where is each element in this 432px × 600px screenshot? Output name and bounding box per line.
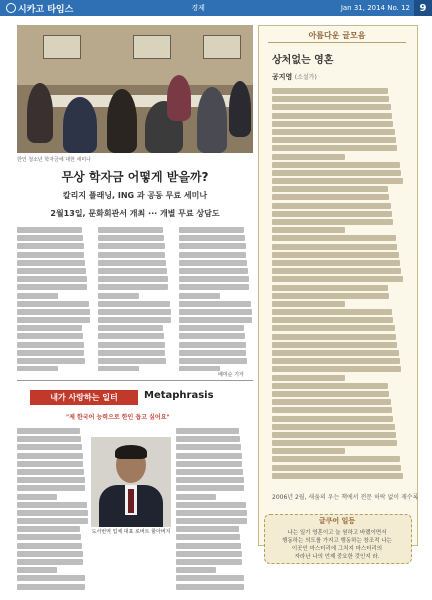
- text-line: [176, 510, 247, 516]
- photo-person: [197, 87, 227, 153]
- text-line: [98, 268, 167, 274]
- text-line: [272, 129, 395, 135]
- text-line: [17, 293, 58, 299]
- text-line: [272, 334, 396, 340]
- text-line: [176, 534, 240, 540]
- text-line: [17, 510, 88, 516]
- text-line: [272, 186, 388, 192]
- text-line: [17, 235, 83, 241]
- text-line: [176, 461, 242, 467]
- text-line: [98, 333, 164, 339]
- text-line: [98, 276, 168, 282]
- photo-screen: [203, 35, 241, 59]
- divider: [268, 42, 406, 43]
- text-line: [17, 485, 85, 491]
- text-line: [176, 567, 216, 573]
- text-line: [17, 494, 57, 500]
- text-line: [272, 211, 392, 217]
- text-line: [98, 350, 165, 356]
- text-line: [17, 502, 87, 508]
- text-line: [17, 333, 83, 339]
- portrait-tie: [128, 489, 134, 513]
- section-name: 경제: [191, 4, 205, 12]
- photo-person: [107, 89, 137, 153]
- article-column: [179, 227, 253, 371]
- text-line: [179, 243, 246, 249]
- main-subhead: 칼리지 플래닝, ING 과 공동 무료 세미나: [62, 191, 208, 200]
- main-headline: 무상 학자금 어떻게 받을까?: [61, 170, 209, 184]
- text-line: [98, 309, 171, 315]
- text-line: [179, 276, 249, 282]
- text-line: [272, 407, 392, 413]
- divider: [17, 380, 253, 381]
- article-column: [98, 227, 172, 371]
- text-line: [272, 440, 397, 446]
- newspaper-logo: [6, 2, 73, 15]
- text-line: [179, 235, 245, 241]
- text-line: [176, 453, 242, 459]
- text-line: [272, 235, 396, 241]
- portrait-photo: [91, 437, 171, 527]
- text-line: [17, 358, 85, 364]
- text-line: [98, 260, 166, 266]
- byline: 배미순 기자: [218, 372, 244, 378]
- logo-text: 시카고 타임스: [18, 4, 74, 15]
- text-line: [272, 342, 397, 348]
- section-banner: 내가 사랑하는 일터: [30, 390, 138, 405]
- quote-box-line: 행동하는 의도를 가지고 행동하는 창조적 나는: [282, 538, 392, 544]
- text-line: [17, 309, 90, 315]
- text-line: [272, 219, 393, 225]
- quote-box-title: 글쿠어 일등: [318, 517, 356, 525]
- text-line: [272, 416, 393, 422]
- text-line: [17, 526, 80, 532]
- text-line: [272, 162, 400, 168]
- text-line: [98, 235, 164, 241]
- text-line: [272, 137, 396, 143]
- photo-person: [229, 81, 251, 137]
- text-line: [272, 88, 388, 94]
- quote-box-line: 자라난 나의 언제 중요한 것인지 라.: [294, 554, 380, 560]
- text-line: [17, 276, 87, 282]
- text-line: [17, 301, 89, 307]
- photo-person: [167, 75, 191, 121]
- text-line: [17, 342, 84, 348]
- text-line: [272, 170, 401, 176]
- text-line: [272, 325, 395, 331]
- text-line: [179, 350, 246, 356]
- text-line: [272, 391, 389, 397]
- text-line: [17, 461, 83, 467]
- text-line: [272, 424, 395, 430]
- text-line: [272, 104, 391, 110]
- text-line: [98, 325, 163, 331]
- text-line: [98, 243, 165, 249]
- sidebar-source-note: 2006년 2월, 새움의 우는 책에서 전문 허락 없이 재수록: [272, 494, 419, 501]
- text-line: [17, 584, 85, 590]
- text-line: [272, 194, 389, 200]
- sidebar-author: [272, 72, 317, 82]
- text-line: [98, 252, 165, 258]
- text-line: [17, 559, 83, 565]
- text-line: [98, 366, 139, 371]
- text-line: [176, 543, 241, 549]
- author-name: 공지영: [272, 73, 293, 81]
- text-line: [17, 227, 82, 233]
- text-line: [179, 325, 244, 331]
- text-line: [179, 309, 252, 315]
- text-line: [272, 375, 345, 381]
- logo-icon: [6, 3, 16, 13]
- text-line: [272, 473, 403, 479]
- text-line: [17, 243, 84, 249]
- text-line: [179, 317, 252, 323]
- text-line: [272, 456, 400, 462]
- text-line: [176, 444, 241, 450]
- text-line: [179, 358, 247, 364]
- text-line: [176, 518, 247, 524]
- text-line: [17, 477, 85, 483]
- text-line: [17, 268, 86, 274]
- bottom-subtitle: "제 한국어 능력으로 한인 돕고 싶어요": [66, 414, 170, 421]
- text-line: [272, 383, 388, 389]
- seminar-photo: [17, 25, 253, 153]
- text-line: [272, 227, 345, 233]
- sidebar-section-title: 아름다운 글모음: [308, 31, 366, 40]
- sidebar-body: [272, 88, 404, 483]
- photo-person: [27, 83, 53, 143]
- text-line: [17, 453, 83, 459]
- photo-person: [63, 97, 97, 153]
- article-column: [176, 428, 248, 593]
- text-line: [272, 309, 392, 315]
- text-line: [176, 584, 244, 590]
- author-role: (소설가): [294, 74, 317, 81]
- text-line: [179, 333, 245, 339]
- text-line: [176, 551, 242, 557]
- text-line: [17, 518, 88, 524]
- text-line: [272, 276, 403, 282]
- text-line: [179, 293, 220, 299]
- text-line: [179, 252, 246, 258]
- text-line: [17, 350, 84, 356]
- text-line: [176, 436, 240, 442]
- text-line: [98, 284, 168, 290]
- text-line: [176, 559, 242, 565]
- text-line: [98, 317, 171, 323]
- text-line: [98, 358, 166, 364]
- text-line: [272, 301, 345, 307]
- text-line: [176, 469, 243, 475]
- photo-caption: 한인 청소년 학자금에 대한 세미나: [17, 157, 91, 163]
- text-line: [17, 428, 80, 434]
- page-number: 9: [414, 0, 432, 16]
- text-line: [272, 252, 399, 258]
- text-line: [179, 366, 220, 371]
- text-line: [17, 436, 81, 442]
- text-line: [17, 317, 90, 323]
- portrait-caption: 도서번역 업체 대표 로버트 할아버지: [91, 529, 171, 535]
- text-line: [17, 469, 84, 475]
- text-line: [179, 260, 247, 266]
- text-line: [98, 293, 139, 299]
- text-line: [272, 178, 403, 184]
- photo-screen: [133, 35, 171, 59]
- text-line: [17, 444, 82, 450]
- text-line: [272, 465, 401, 471]
- section-banner-english: Metaphrasis: [144, 390, 214, 401]
- text-line: [17, 252, 84, 258]
- text-line: [272, 121, 393, 127]
- text-line: [176, 502, 246, 508]
- text-line: [176, 494, 216, 500]
- text-line: [272, 113, 392, 119]
- text-line: [17, 284, 87, 290]
- text-line: [179, 227, 244, 233]
- text-line: [272, 448, 345, 454]
- text-line: [272, 268, 401, 274]
- text-line: [176, 477, 244, 483]
- article-column: [17, 428, 89, 593]
- text-line: [179, 284, 249, 290]
- text-line: [17, 551, 83, 557]
- text-line: [179, 342, 246, 348]
- text-line: [176, 575, 244, 581]
- text-line: [98, 301, 170, 307]
- article-column: [17, 227, 91, 371]
- text-line: [272, 244, 397, 250]
- quote-box-line: 이곳인 마스터리에 그처지 마스터리의: [291, 546, 383, 552]
- text-line: [272, 432, 396, 438]
- portrait-hair: [115, 445, 147, 459]
- text-line: [176, 526, 239, 532]
- text-line: [272, 96, 389, 102]
- quote-box-line: 나는 일기 영혼이고 늘 원하고 바랬이면서: [287, 530, 387, 536]
- text-line: [179, 301, 251, 307]
- text-line: [272, 358, 400, 364]
- sidebar-title: 상처없는 영혼: [272, 55, 334, 66]
- main-subhead: 2월13일, 문화회관서 개최 ··· 개별 무료 상담도: [50, 209, 220, 218]
- text-line: [272, 317, 393, 323]
- text-line: [272, 145, 397, 151]
- text-line: [17, 567, 57, 573]
- text-line: [17, 260, 85, 266]
- text-line: [272, 260, 400, 266]
- text-line: [17, 543, 82, 549]
- text-line: [17, 575, 85, 581]
- text-line: [98, 227, 163, 233]
- text-line: [17, 534, 81, 540]
- text-line: [272, 350, 399, 356]
- text-line: [272, 293, 389, 299]
- text-line: [272, 154, 345, 160]
- text-line: [17, 366, 58, 371]
- text-line: [176, 485, 244, 491]
- text-line: [179, 268, 248, 274]
- masthead: [0, 0, 432, 16]
- text-line: [272, 285, 388, 291]
- text-line: [272, 203, 391, 209]
- text-line: [272, 366, 401, 372]
- photo-screen: [43, 35, 81, 59]
- text-line: [272, 399, 391, 405]
- text-line: [17, 325, 82, 331]
- text-line: [98, 342, 165, 348]
- text-line: [176, 428, 239, 434]
- issue-date: Jan 31, 2014 No. 12: [340, 4, 410, 12]
